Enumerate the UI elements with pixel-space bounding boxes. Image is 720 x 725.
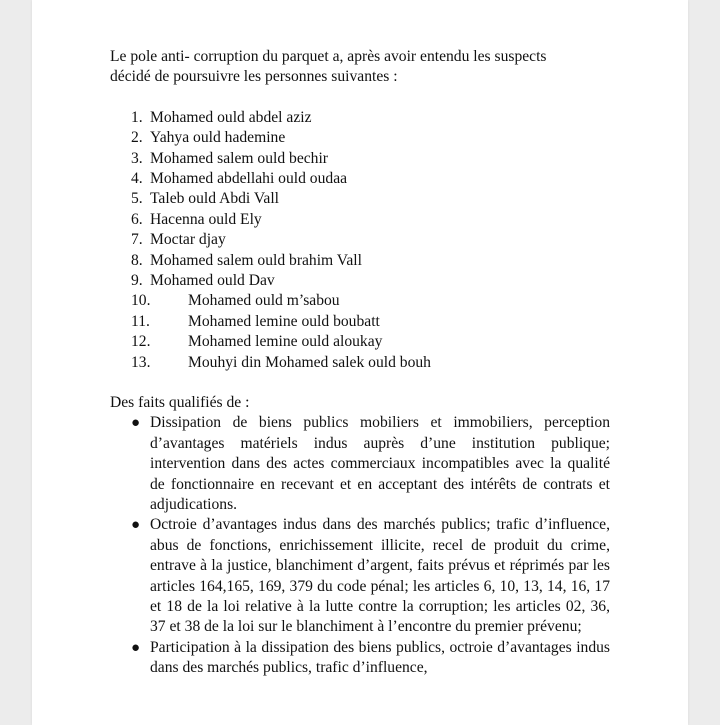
list-number: 2.	[131, 129, 143, 147]
suspect-name: Mohamed salem ould brahim Vall	[150, 251, 362, 269]
suspect-name: Mohamed lemine ould boubatt	[188, 312, 380, 330]
suspect-name: Yahya ould hademine	[150, 129, 286, 147]
list-item	[110, 332, 610, 352]
list-item	[110, 515, 610, 637]
suspects-list	[110, 108, 610, 373]
suspect-name: Taleb ould Abdi Vall	[150, 190, 279, 208]
list-item	[110, 149, 610, 169]
list-item	[110, 312, 610, 332]
list-number: 9.	[131, 271, 143, 289]
list-item	[110, 413, 610, 515]
suspect-name: Mohamed ould abdel aziz	[150, 108, 312, 126]
list-item	[110, 638, 610, 679]
suspect-name: Hacenna ould Ely	[150, 210, 262, 228]
list-number: 1.	[131, 108, 143, 126]
intro-line-1: Le pole anti- corruption du parquet a, après avoir entendu les suspects	[110, 48, 547, 65]
fact-text: Octroie d’avantages indus dans des marchés publics; trafic d’influence, abus de fonctions, enrichissement illicite, recel de produit du crime, entrave à la justice, blanchiment d’argent, faits prévus et réprimés par les articles 164,165, 169, 379 du code pénal; les articles 6, 10, 13, 14, 16, 17 et 18 de la loi relative à la lutte contre la corruption; les articles 02, 36, 37 et 38 de la loi sur le blanchiment à l’encontre du premier prévenu;	[150, 516, 610, 636]
list-item	[110, 230, 610, 250]
suspect-name: Mohamed abdellahi ould oudaa	[150, 169, 348, 187]
suspect-name: Mouhyi din Mohamed salek ould bouh	[188, 353, 431, 371]
list-number: 3.	[131, 149, 143, 167]
facts-title: Des faits qualifiés de :	[110, 393, 250, 411]
list-item	[110, 128, 610, 148]
list-number: 4.	[131, 169, 143, 187]
list-number: 6.	[131, 210, 143, 228]
list-number: 7.	[131, 231, 143, 249]
list-item	[110, 353, 610, 373]
list-number: 12.	[131, 333, 151, 351]
list-item	[110, 108, 610, 128]
list-item	[110, 169, 610, 189]
intro-line-2: décidé de poursuivre les personnes suivantes :	[110, 68, 398, 86]
bullet-icon: ●	[131, 639, 141, 656]
suspect-name: Mohamed ould Dav	[150, 271, 275, 289]
document-page	[32, 0, 688, 725]
fact-text: Participation à la dissipation des biens publics, octroie d’avantages indus dans des marchés publics, trafic d’influence,	[150, 638, 610, 677]
facts-list	[110, 413, 610, 678]
list-number: 5.	[131, 190, 143, 208]
document-content	[110, 47, 610, 679]
suspect-name: Mohamed lemine ould aloukay	[188, 333, 383, 351]
list-number: 8.	[131, 251, 143, 269]
suspect-name: Mohamed ould m’sabou	[188, 292, 340, 310]
list-number: 13.	[131, 353, 151, 371]
list-item	[110, 251, 610, 271]
list-item	[110, 291, 610, 311]
bullet-icon: ●	[131, 415, 141, 432]
list-number: 11.	[131, 312, 150, 330]
suspect-name: Mohamed salem ould bechir	[150, 149, 328, 167]
bullet-icon: ●	[131, 517, 141, 534]
fact-text: Dissipation de biens publics mobiliers et immobiliers, perception d’avantages matériels indus auprès d’une institution publique; intervention dans des actes commerciaux incompatibles avec la qualité de fonctionnaire en recevant et en acceptant des intérêts de contrats et adjudications.	[150, 414, 610, 513]
suspect-name: Moctar djay	[150, 231, 226, 249]
list-number: 10.	[131, 292, 151, 310]
list-item	[110, 210, 610, 230]
list-item	[110, 189, 610, 209]
list-item	[110, 271, 610, 291]
intro-paragraph	[110, 47, 610, 88]
